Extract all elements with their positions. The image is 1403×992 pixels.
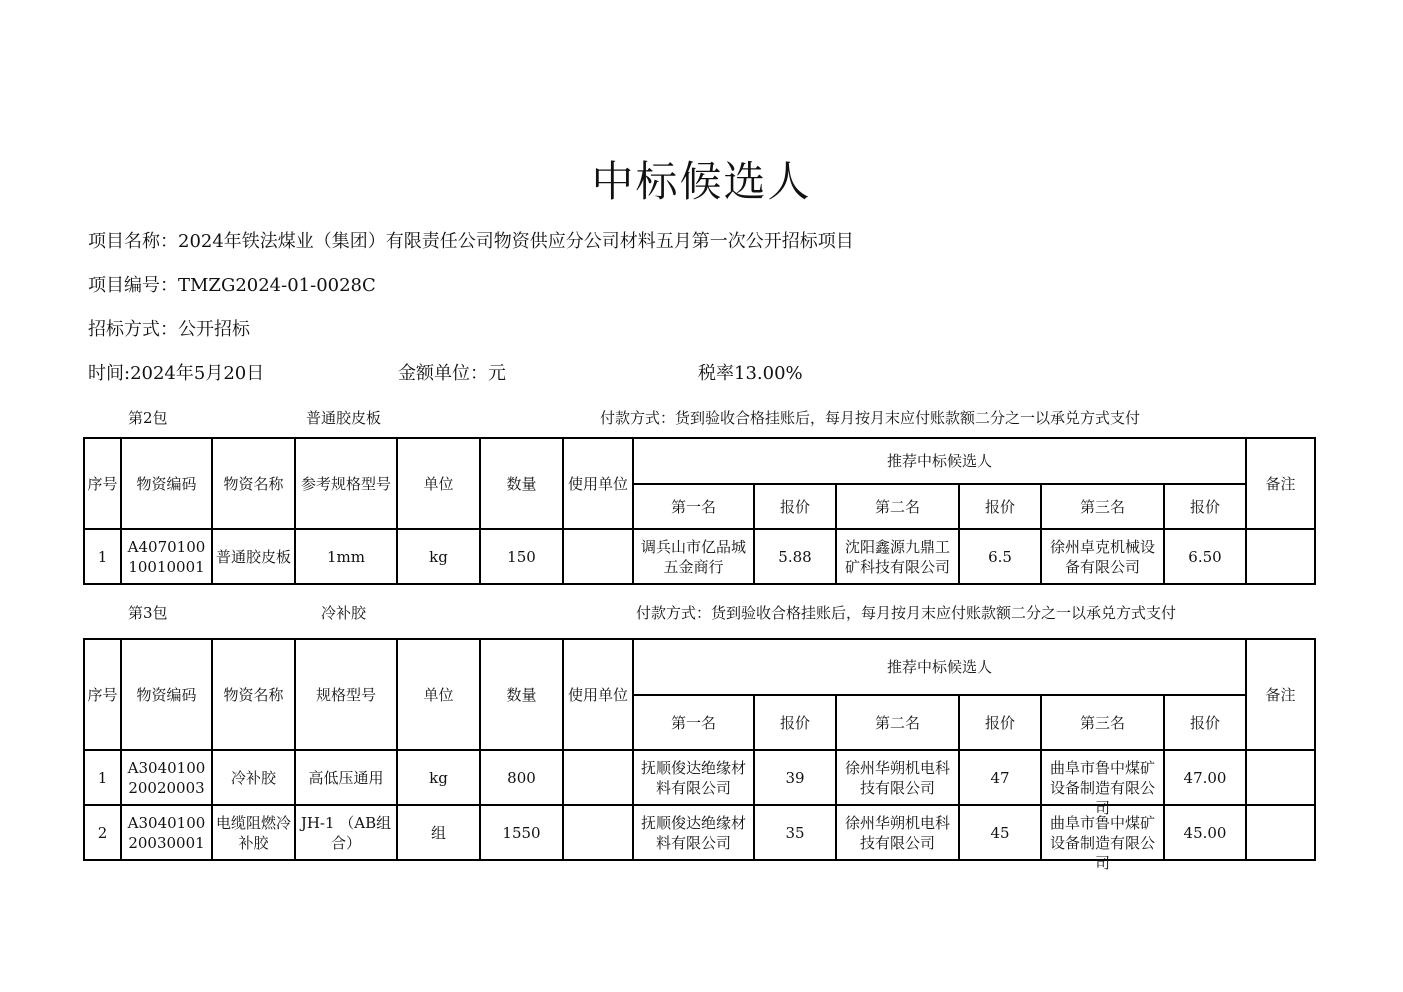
package-payment: 付款方式：货到验收合格挂账后，每月按月末应付账款额二分之一以承兑方式支付 xyxy=(600,409,1141,427)
cell-price-1: 35 xyxy=(754,805,836,860)
col-seq: 序号 xyxy=(84,438,121,529)
col-dept: 使用单位 xyxy=(563,438,633,529)
col-second: 第二名 xyxy=(836,695,959,750)
col-spec: 规格型号 xyxy=(295,639,397,750)
col-remark: 备注 xyxy=(1246,438,1315,529)
cell-third: 徐州卓克机械设备有限公司 xyxy=(1041,529,1164,584)
package-product: 普通胶皮板 xyxy=(306,409,382,427)
cell-price-2: 47 xyxy=(959,750,1041,805)
col-remark: 备注 xyxy=(1246,639,1315,750)
col-recommended: 推荐中标候选人 xyxy=(633,639,1246,695)
col-code: 物资编码 xyxy=(121,438,212,529)
cell-dept xyxy=(563,805,633,860)
col-dept: 使用单位 xyxy=(563,639,633,750)
col-spec: 参考规格型号 xyxy=(295,438,397,529)
cell-price-3: 47.00 xyxy=(1164,750,1246,805)
cell-third xyxy=(1041,750,1164,817)
col-price-1: 报价 xyxy=(754,695,836,750)
col-recommended: 推荐中标候选人 xyxy=(633,438,1246,484)
cell-name: 冷补胶 xyxy=(212,750,295,805)
project-code-value: TMZG2024-01-0028C xyxy=(178,275,376,296)
cell-second: 徐州华朔机电科技有限公司 xyxy=(836,805,959,860)
col-seq: 序号 xyxy=(84,639,121,750)
bid-method-line xyxy=(88,318,250,342)
cell-remark xyxy=(1246,805,1315,860)
col-qty: 数量 xyxy=(480,639,563,750)
project-name-line xyxy=(88,230,854,254)
cell-second: 徐州华朔机电科技有限公司 xyxy=(836,750,959,805)
amount-unit-text: 金额单位：元 xyxy=(398,363,506,384)
time-text: 时间:2024年5月20日 xyxy=(88,363,265,384)
col-price-3: 报价 xyxy=(1164,484,1246,529)
cell-first: 抚顺俊达绝缘材料有限公司 xyxy=(633,805,754,860)
package-label: 第3包 xyxy=(128,604,168,622)
cell-unit: 组 xyxy=(397,805,480,860)
col-second: 第二名 xyxy=(836,484,959,529)
col-price-3: 报价 xyxy=(1164,695,1246,750)
cell-seq: 1 xyxy=(84,750,121,805)
project-code-line xyxy=(88,274,376,298)
cell-price-1: 39 xyxy=(754,750,836,805)
cell-price-3: 6.50 xyxy=(1164,529,1246,584)
cell-second: 沈阳鑫源九鼎工矿科技有限公司 xyxy=(836,529,959,584)
col-unit: 单位 xyxy=(397,639,480,750)
project-code-label: 项目编号： xyxy=(88,275,178,296)
col-price-2: 报价 xyxy=(959,484,1041,529)
cell-qty: 1550 xyxy=(480,805,563,860)
col-name: 物资名称 xyxy=(212,438,295,529)
cell-third-text: 曲阜市鲁中煤矿设备制造有限公司 xyxy=(1049,813,1155,872)
table-row xyxy=(84,529,1315,584)
table-row xyxy=(84,805,1315,860)
tax-rate-text: 税率13.00% xyxy=(698,363,803,384)
cell-code: A407010010010001 xyxy=(121,529,212,584)
cell-price-1: 5.88 xyxy=(754,529,836,584)
col-third: 第三名 xyxy=(1041,484,1164,529)
package-label: 第2包 xyxy=(128,409,168,427)
cell-price-2: 6.5 xyxy=(959,529,1041,584)
col-first: 第一名 xyxy=(633,484,754,529)
cell-unit: kg xyxy=(397,529,480,584)
header-row xyxy=(84,639,1315,695)
cell-spec: JH-1 （AB组合） xyxy=(295,805,397,860)
table-row xyxy=(84,750,1315,805)
col-price-1: 报价 xyxy=(754,484,836,529)
bid-method-label: 招标方式： xyxy=(88,319,178,340)
col-first: 第一名 xyxy=(633,695,754,750)
package-3-table xyxy=(83,638,1316,872)
cell-first: 调兵山市亿品城五金商行 xyxy=(633,529,754,584)
cell-qty: 800 xyxy=(480,750,563,805)
cell-dept xyxy=(563,750,633,805)
cell-third xyxy=(1041,805,1164,872)
header-row xyxy=(84,438,1315,484)
cell-price-2: 45 xyxy=(959,805,1041,860)
package-2-table xyxy=(83,437,1316,585)
cell-remark xyxy=(1246,750,1315,805)
cell-seq: 1 xyxy=(84,529,121,584)
cell-first: 抚顺俊达绝缘材料有限公司 xyxy=(633,750,754,805)
cell-code: A304010020030001 xyxy=(121,805,212,860)
cell-spec: 1mm xyxy=(295,529,397,584)
cell-third-text: 曲阜市鲁中煤矿设备制造有限公司 xyxy=(1049,758,1155,817)
col-qty: 数量 xyxy=(480,438,563,529)
package-product: 冷补胶 xyxy=(321,604,367,622)
cell-unit: kg xyxy=(397,750,480,805)
col-code: 物资编码 xyxy=(121,639,212,750)
col-name: 物资名称 xyxy=(212,639,295,750)
cell-qty: 150 xyxy=(480,529,563,584)
cell-name: 电缆阻燃冷补胶 xyxy=(212,805,295,860)
cell-dept xyxy=(563,529,633,584)
project-name-label: 项目名称： xyxy=(88,231,178,252)
page-title: 中标候选人 xyxy=(591,157,812,206)
col-third: 第三名 xyxy=(1041,695,1164,750)
cell-seq: 2 xyxy=(84,805,121,860)
cell-code: A304010020020003 xyxy=(121,750,212,805)
cell-remark xyxy=(1246,529,1315,584)
project-name-value: 2024年铁法煤业（集团）有限责任公司物资供应分公司材料五月第一次公开招标项目 xyxy=(178,231,854,252)
col-price-2: 报价 xyxy=(959,695,1041,750)
bid-method-value: 公开招标 xyxy=(178,319,250,340)
package-payment: 付款方式：货到验收合格挂账后，每月按月末应付账款额二分之一以承兑方式支付 xyxy=(636,604,1177,622)
cell-name: 普通胶皮板 xyxy=(212,529,295,584)
col-unit: 单位 xyxy=(397,438,480,529)
cell-price-3: 45.00 xyxy=(1164,805,1246,860)
cell-spec: 高低压通用 xyxy=(295,750,397,805)
